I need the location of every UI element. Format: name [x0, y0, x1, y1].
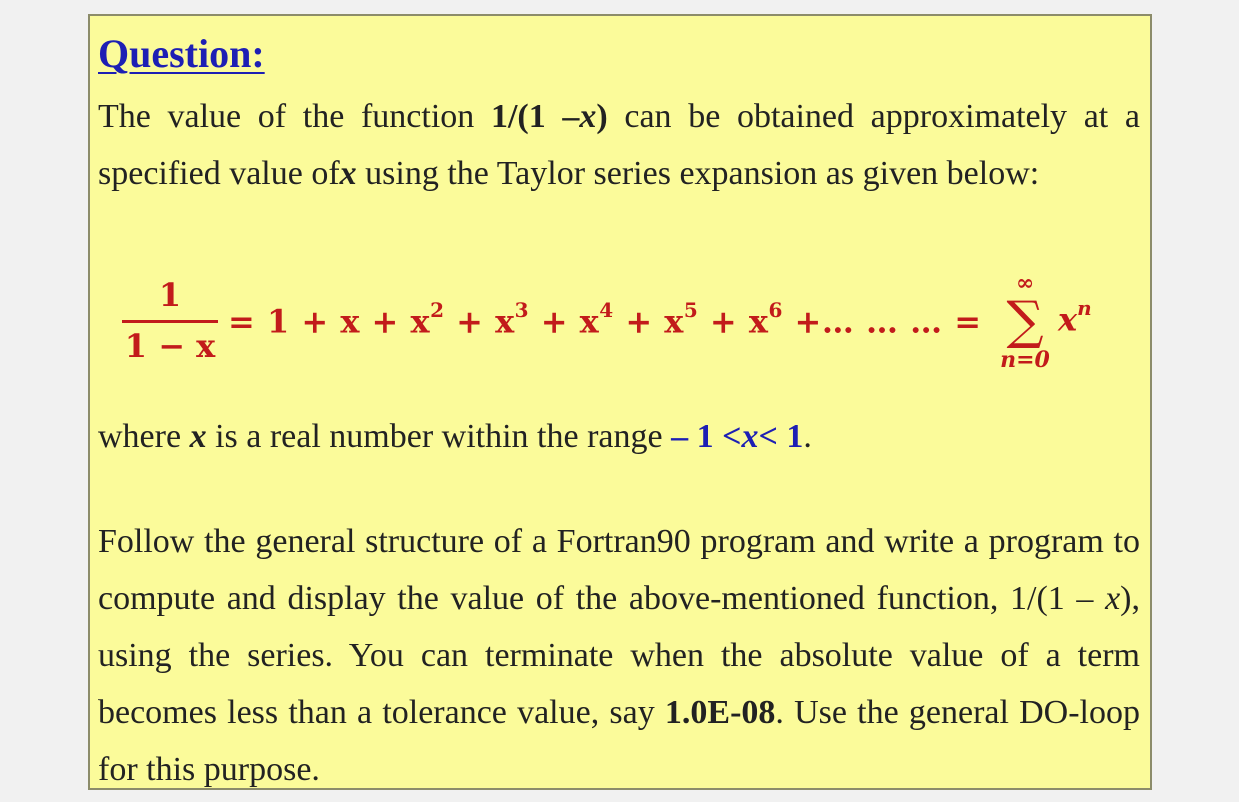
function-text: 1/(1 – — [490, 98, 580, 135]
sum-term-exponent: n — [1077, 296, 1092, 320]
intro-text-2: can be obtained approximately at a specified value of — [98, 98, 1140, 192]
function-close: ) — [596, 98, 608, 135]
task-text-3: . Use the general DO-loop for this purpose. — [98, 694, 1140, 788]
intro-variable: x — [339, 155, 357, 192]
task-text-2: ), using the series. You can terminate when the absolute value of a term becomes less than a tolerance value, say — [98, 580, 1140, 731]
fraction-numerator: 1 — [158, 276, 182, 314]
series-expansion — [228, 298, 982, 341]
range-text-2: is a real number within the range — [206, 418, 672, 455]
intro-text-1: The value of the function — [98, 98, 491, 135]
series-term-5: + x — [613, 302, 684, 341]
tolerance-value: 1.0E-08 — [664, 694, 776, 731]
exponent-3: 3 — [514, 298, 530, 322]
exponent-6: 6 — [768, 298, 783, 322]
fraction-denominator: 1 − x — [124, 327, 216, 365]
range-expression — [671, 418, 803, 455]
sum-term — [1058, 296, 1092, 339]
sigma-icon: ∑ — [1006, 291, 1044, 351]
question-card — [88, 14, 1152, 790]
fraction-bar — [122, 320, 218, 323]
equation-fraction — [120, 276, 220, 365]
exponent-4: 4 — [599, 298, 614, 322]
taylor-series-equation — [120, 272, 1140, 402]
range-upper: < 1 — [758, 418, 804, 455]
range-lower: – 1 < — [671, 418, 742, 455]
exponent-2: 2 — [430, 298, 445, 322]
range-text-1: where — [98, 418, 190, 455]
intro-paragraph — [98, 88, 1140, 202]
task-variable: x — [1105, 580, 1121, 617]
range-x: x — [741, 418, 759, 455]
series-term-3: + x — [444, 302, 515, 341]
intro-text-3: using the Taylor series expansion as given below: — [356, 155, 1040, 192]
series-term-6: + x — [698, 302, 769, 341]
series-start: = 1 + x + x — [228, 302, 431, 341]
function-expression — [491, 98, 608, 135]
range-end: . — [803, 418, 812, 455]
series-term-4: + x — [529, 302, 600, 341]
range-paragraph — [98, 408, 1140, 465]
summation-symbol — [995, 272, 1055, 372]
function-variable: x — [579, 98, 597, 135]
sum-term-base: x — [1058, 300, 1078, 339]
task-text-1: Follow the general structure of a Fortran90 program and write a program to compute and display the value of the above-mentioned function, 1/(1 – — [98, 523, 1140, 617]
exponent-5: 5 — [683, 298, 699, 322]
series-ellipsis: +… … … = — [782, 302, 982, 341]
range-variable: x — [189, 418, 207, 455]
sum-upper-limit: ∞ — [1015, 270, 1035, 296]
question-heading: Question: — [98, 31, 265, 76]
task-paragraph — [98, 513, 1140, 798]
sum-lower-limit: n=0 — [1000, 347, 1050, 373]
